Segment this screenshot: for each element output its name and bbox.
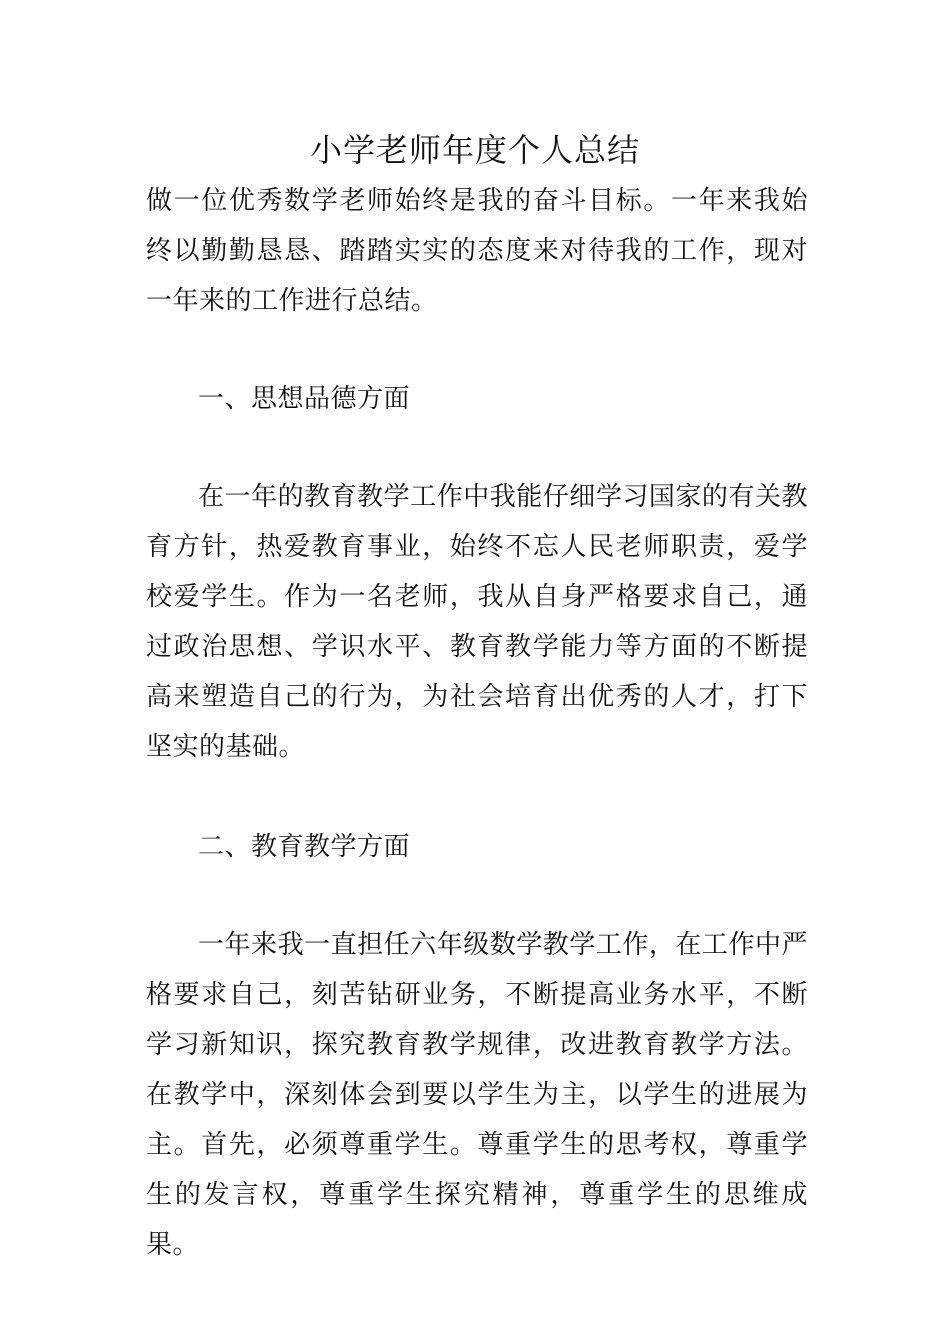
section-heading-ideology: 一、思想品德方面 — [198, 384, 411, 414]
section-heading-teaching: 二、教育教学方面 — [198, 832, 411, 862]
intro-paragraph: 做一位优秀数学老师始终是我的奋斗目标。一年来我始终以勤勤恳恳、踏踏实实的态度来对待我的工作，现对一年来的工作进行总结。 — [146, 186, 808, 316]
section-body-ideology: 在一年的教育教学工作中我能仔细学习国家的有关教育方针，热爱教育事业，始终不忘人民老师职责，爱学校爱学生。作为一名老师，我从自身严格要求自己，通过政治思想、学识水平、教育教学能力等方面的不断提高来塑造自己的行为，为社会培育出优秀的人才，打下坚实的基础。 — [146, 482, 808, 762]
section-body-teaching: 一年来我一直担任六年级数学教学工作，在工作中严格要求自己，刻苦钻研业务，不断提高业务水平，不断学习新知识，探究教育教学规律，改进教育教学方法。在教学中，深刻体会到要以学生为主，以学生的进展为主。首先，必须尊重学生。尊重学生的思考权，尊重学生的发言权，尊重学生探究精神，尊重学生的思维成果。 — [146, 930, 808, 1260]
document-title: 小学老师年度个人总结 — [309, 131, 640, 169]
